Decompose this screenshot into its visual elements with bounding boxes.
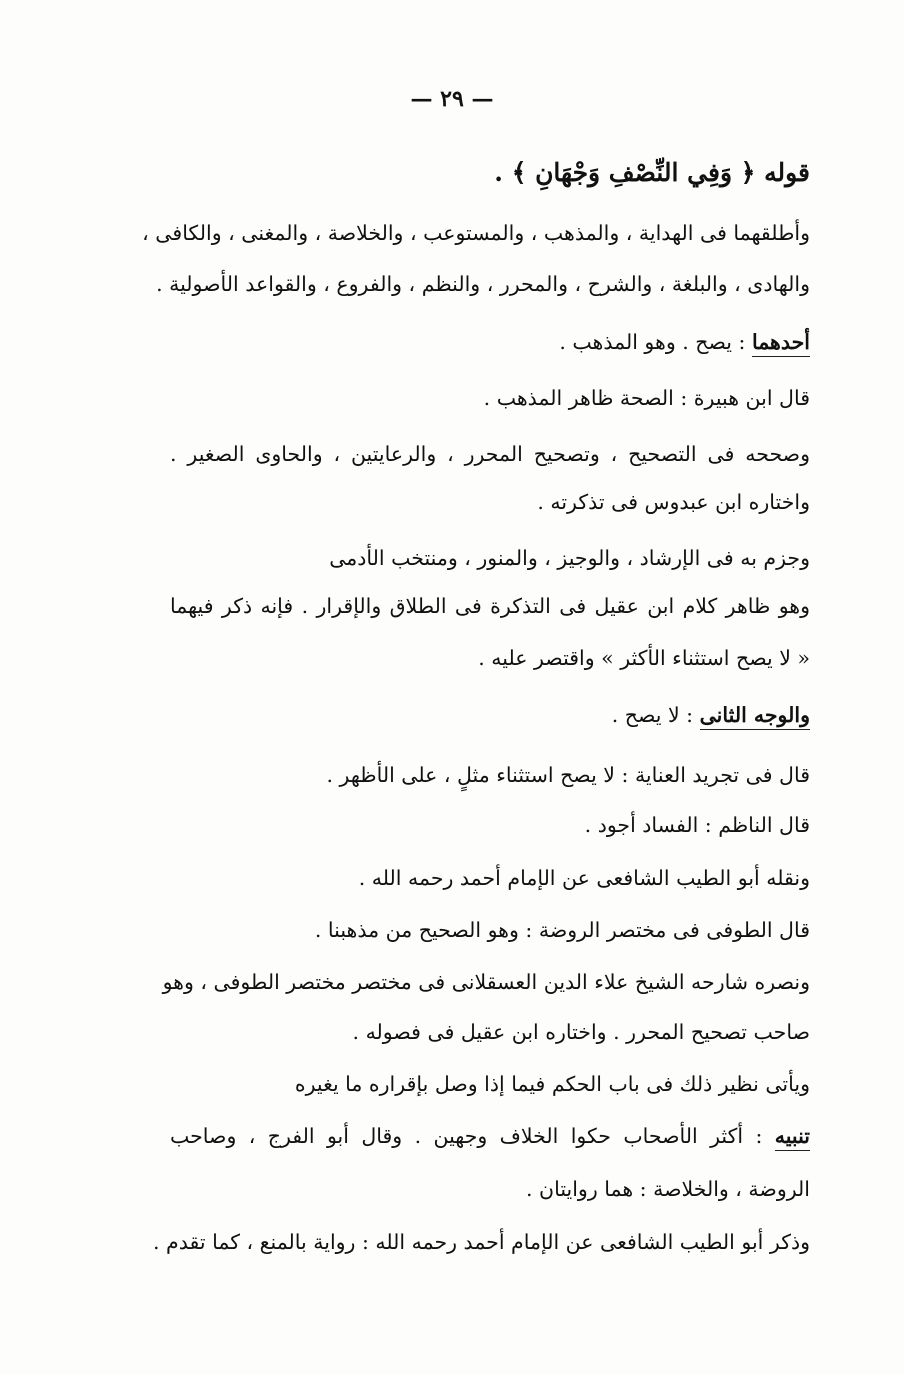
text-line-10 — [612, 700, 810, 730]
text-line-6: واختاره ابن عبدوس فى تذكرته . — [537, 490, 810, 514]
text-line-12: قال الناظم : الفساد أجود . — [584, 813, 810, 837]
text-line-16: صاحب تصحيح المحرر . واختاره ابن عقيل فى فصوله . — [352, 1020, 810, 1044]
text-line-9: « لا يصح استثناء الأكثر » واقتصر عليه . — [478, 646, 810, 670]
section-heading-first: أحدهما — [752, 330, 810, 357]
section-heading-second: والوجه الثانى — [700, 703, 810, 730]
quran-verse: ﴿ وَفِي النِّصْفِ وَجْهَانِ ﴾ — [511, 158, 756, 187]
text-line-5: وصححه فى التصحيح ، وتصحيح المحرر ، والرعايتين ، والحاوى الصغير . — [170, 442, 810, 466]
text-line-19: الروضة ، والخلاصة : هما روايتان . — [526, 1177, 810, 1201]
page-number: — ٢٩ — — [410, 86, 494, 112]
title-line — [494, 158, 810, 188]
text-line-7: وجزم به فى الإرشاد ، والوجيز ، والمنور ، ومنتخب الأدمى — [329, 546, 810, 570]
text-line-4: قال ابن هبيرة : الصحة ظاهر المذهب . — [483, 386, 810, 410]
text-line-17: ويأتى نظير ذلك فى باب الحكم فيما إذا وصل بإقراره ما يغيره — [294, 1072, 810, 1096]
note-heading: تنبيه — [775, 1124, 810, 1151]
text-line-8: وهو ظاهر كلام ابن عقيل فى التذكرة فى الطلاق والإقرار . فإنه ذكر فيهما — [170, 594, 810, 618]
text-line-18 — [170, 1121, 810, 1151]
text-line-1: وأطلقهما فى الهداية ، والمذهب ، والمستوعب ، والخلاصة ، والمغنى ، والكافى ، — [142, 221, 810, 245]
text-line-2: والهادى ، والبلغة ، والشرح ، والمحرر ، والنظم ، والفروع ، والقواعد الأصولية . — [156, 272, 810, 296]
text-line-18-rest: : أكثر الأصحاب حكوا الخلاف وجهين . وقال أبو الفرج ، وصاحب — [170, 1124, 775, 1148]
text-line-13: ونقله أبو الطيب الشافعى عن الإمام أحمد رحمه الله . — [358, 866, 810, 890]
text-line-20: وذكر أبو الطيب الشافعى عن الإمام أحمد رحمه الله : رواية بالمنع ، كما تقدم . — [153, 1230, 810, 1254]
text-line-10-rest: : لا يصح . — [611, 703, 700, 727]
text-line-14: قال الطوفى فى مختصر الروضة : وهو الصحيح من مذهبنا . — [314, 918, 810, 942]
title-end: . — [494, 158, 503, 187]
text-line-11: قال فى تجريد العناية : لا يصح استثناء مثلٍ ، على الأظهر . — [326, 763, 810, 787]
text-line-15: ونصره شارحه الشيخ علاء الدين العسقلانى فى مختصر مختصر الطوفى ، وهو — [162, 970, 810, 994]
text-line-3 — [559, 327, 810, 357]
text-line-3-rest: : يصح . وهو المذهب . — [559, 330, 752, 354]
title-lead: قوله — [764, 158, 810, 187]
